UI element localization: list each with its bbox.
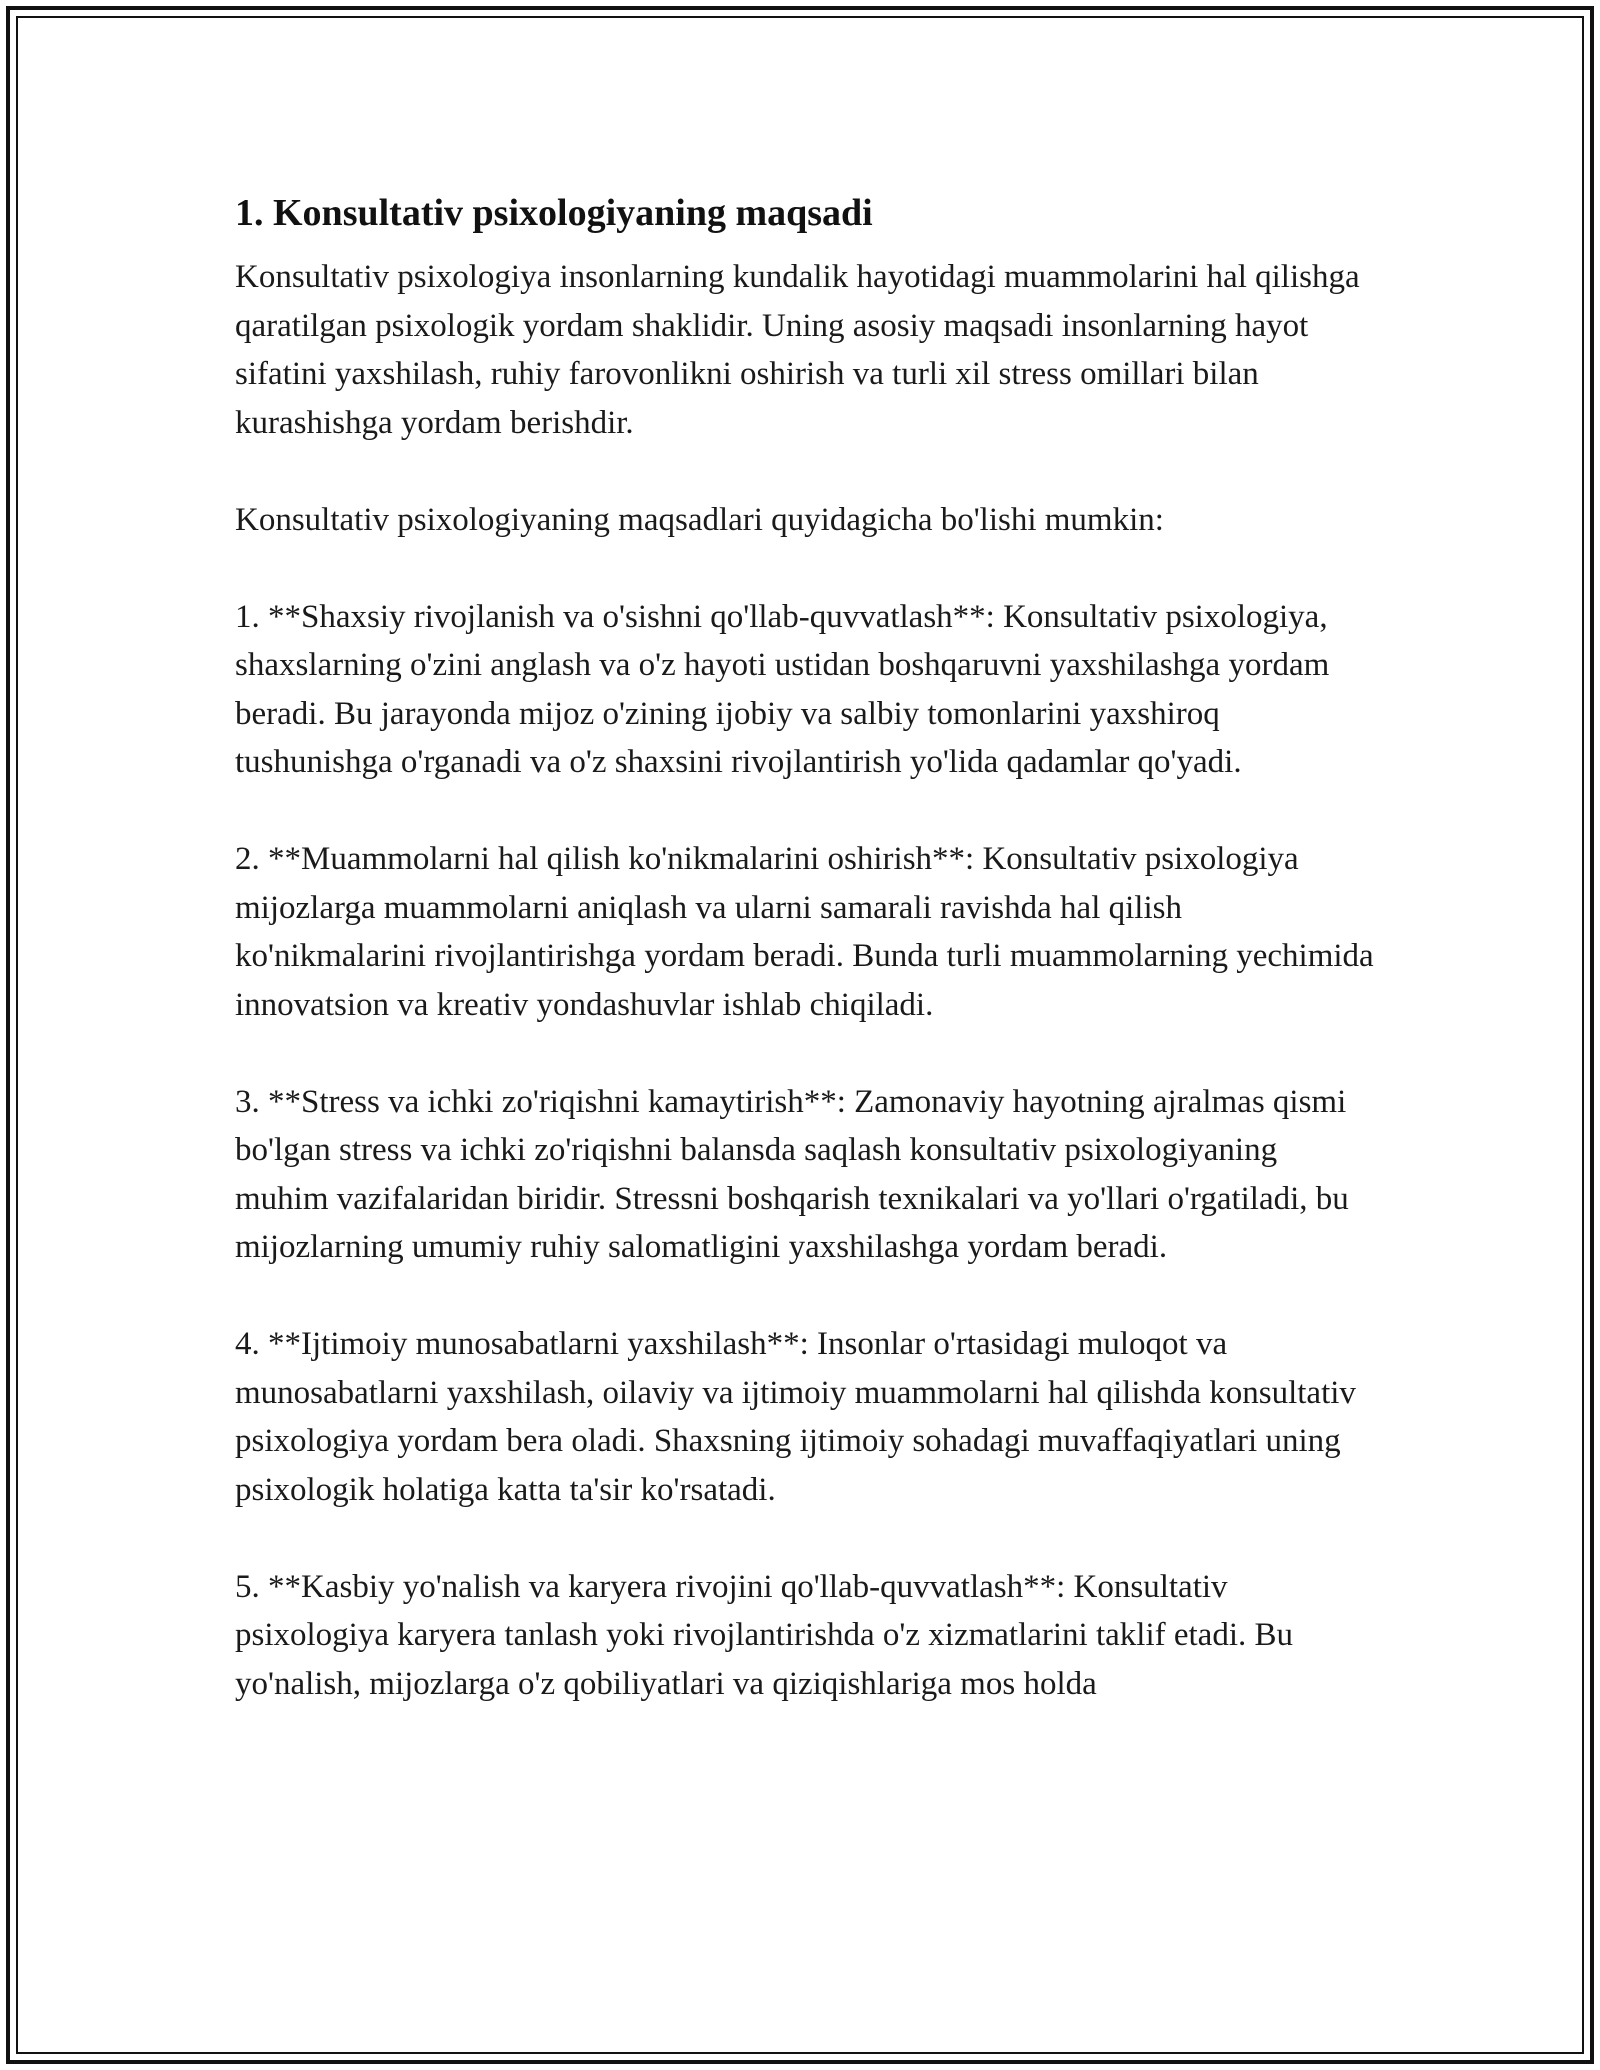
goal-item-4: 4. **Ijtimoiy munosabatlarni yaxshilash**: Insonlar o'rtasidagi muloqot va munosabatlarni yaxshilash, oilaviy va ijtimoiy muammolarni hal qilishda konsultativ psixologiya yordam bera oladi. Shaxsning ijtimoiy sohadagi muvaffaqiyatlari uning psixologik holatiga katta ta'sir ko'rsatadi. (235, 1326, 1356, 1508)
goal-item-5: 5. **Kasbiy yo'nalish va karyera rivojini qo'llab-quvvatlash**: Konsultativ psixologiya karyera tanlash yoki rivojlantirishda o'z xizmatlarini taklif etadi. Bu yo'nalish, mijozlarga o'z qobiliyatlari va qiziqishlariga mos holda (235, 1568, 1293, 1702)
intro-paragraph: Konsultativ psixologiya insonlarning kundalik hayotidagi muammolarini hal qilishga qaratilgan psixologik yordam shaklidir. Uning asosiy maqsadi insonlarning hayot sifatini yaxshilash, ruhiy farovonlikni oshirish va turli xil stress omillari bilan kurashishga yordam berishdir. (235, 259, 1360, 441)
goal-item-3: 3. **Stress va ichki zo'riqishni kamaytirish**: Zamonaviy hayotning ajralmas qismi bo'lgan stress va ichki zo'riqishni balansda saqlash konsultativ psixologiyaning muhim vazifalaridan biridir. Stressni boshqarish texnikalari va yo'llari o'rgatiladi, bu mijozlarning umumiy ruhiy salomatligini yaxshilashga yordam beradi. (235, 1083, 1349, 1265)
goal-item-1: 1. **Shaxsiy rivojlanish va o'sishni qo'llab-quvvatlash**: Konsultativ psixologiya, shaxslarning o'zini anglash va o'z hayoti ustidan boshqaruvni yaxshilashga yordam beradi. Bu jarayonda mijoz o'zining ijobiy va salbiy tomonlarini yaxshiroq tushunishga o'rganadi va o'z shaxsini rivojlantirish yo'lida qadamlar qo'yadi. (235, 598, 1330, 780)
goals-lead-paragraph: Konsultativ psixologiyaning maqsadlari quyidagicha bo'lishi mumkin: (235, 501, 1164, 538)
page-title: 1. Konsultativ psixologiyaning maqsadi (235, 192, 873, 234)
goal-item-2: 2. **Muammolarni hal qilish ko'nikmalarini oshirish**: Konsultativ psixologiya mijozlarga muammolarni aniqlash va ularni samarali ravishda hal qilish ko'nikmalarini rivojlantirishga yordam beradi. Bunda turli muammolarning yechimida innovatsion va kreativ yondashuvlar ishlab chiqiladi. (235, 841, 1374, 1023)
document-body (235, 185, 1375, 1757)
